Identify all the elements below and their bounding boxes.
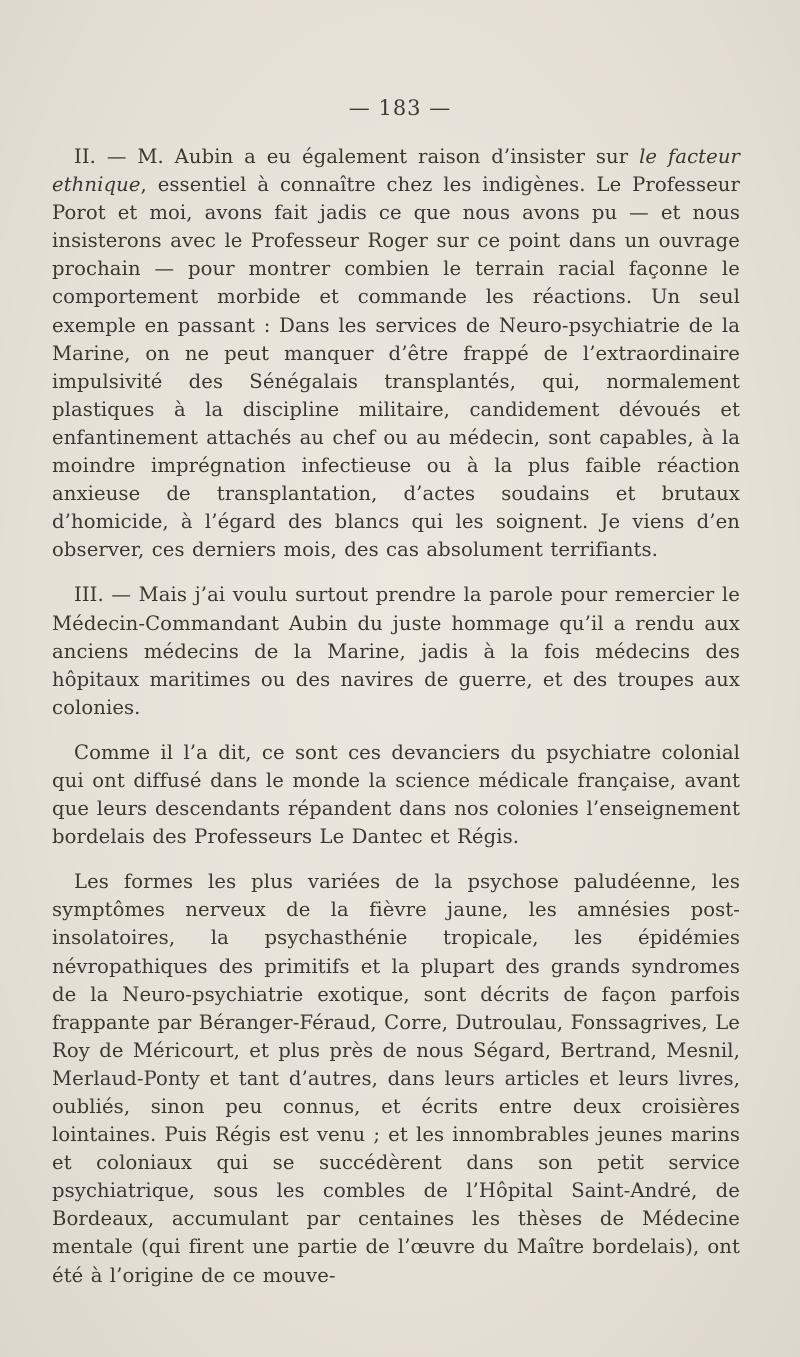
paragraph-text: , essentiel à connaître chez les indigènes. Le Professeur Porot et moi, avons fait jadis ce que nous avons pu — et nous insisterons avec le Professeur Roger sur ce point dans un ouvrage prochain — pour montrer combien le terrain racial façonne le comportement morbide et commande les réactions. Un seul exemple en passant : Dans les services de Neuro-psychiatrie de la Marine, on ne peut manquer d’être frappé de l’extraordinaire impulsivité des Sénégalais transplantés, qui, normalement plastiques à la discipline militaire, candidement dévoués et enfantinement attachés au chef ou au médecin, sont capables, à la moindre imprégnation infectieuse ou à la plus faible réaction anxieuse de transplantation, d’actes soudains et brutaux d’homicide, à l’égard des blancs qui les soignent. Je viens d’en observer, ces derniers mois, des cas absolument terrifiants. — [52, 173, 740, 562]
page-number: — 183 — — [348, 96, 452, 120]
paragraph-text: II. — M. Aubin a eu également raison d’insister sur — [74, 145, 640, 168]
body-text — [52, 143, 740, 1307]
paragraph: Les formes les plus variées de la psychose paludéenne, les symptômes nerveux de la fièvre jaune, les amnésies post-insolatoires, la psychasthénie tropicale, les épidémies névropathiques des primitifs et la plupart des grands syndromes de la Neuro-psychiatrie exotique, sont décrits de façon parfois frappante par Béranger-Féraud, Corre, Dutroulau, Fonssagrives, Le Roy de Méricourt, et plus près de nous Ségard, Bertrand, Mesnil, Merlaud-Ponty et tant d’autres, dans leurs articles et leurs livres, oubliés, sinon peu connus, et écrits entre deux croisières lointaines. Puis Régis est venu ; et les innombrables jeunes marins et coloniaux qui se succédèrent dans son petit service psychiatrique, sous les combles de l’Hôpital Saint-André, de Bordeaux, accumulant par centaines les thèses de Médecine mentale (qui firent une partie de l’œuvre du Maître bordelais), ont été à l’origine de ce mouve- — [52, 870, 740, 1287]
paragraph: Comme il l’a dit, ce sont ces devanciers du psychiatre colonial qui ont diffusé dans le monde la science médicale française, avant que leurs descendants répandent dans nos colonies l’enseignement bordelais des Professeurs Le Dantec et Régis. — [52, 740, 740, 849]
paragraph-section-ii — [52, 143, 740, 564]
paragraph-section-iii: III. — Mais j’ai voulu surtout prendre la parole pour remercier le Médecin-Commandant Aubin du juste hommage qu’il a rendu aux anciens médecins de la Marine, jadis à la fois médecins des hôpitaux maritimes ou des navires de guerre, et des troupes aux colonies. — [52, 583, 740, 719]
emphasized-term: le facteur ethnique — [52, 145, 740, 197]
